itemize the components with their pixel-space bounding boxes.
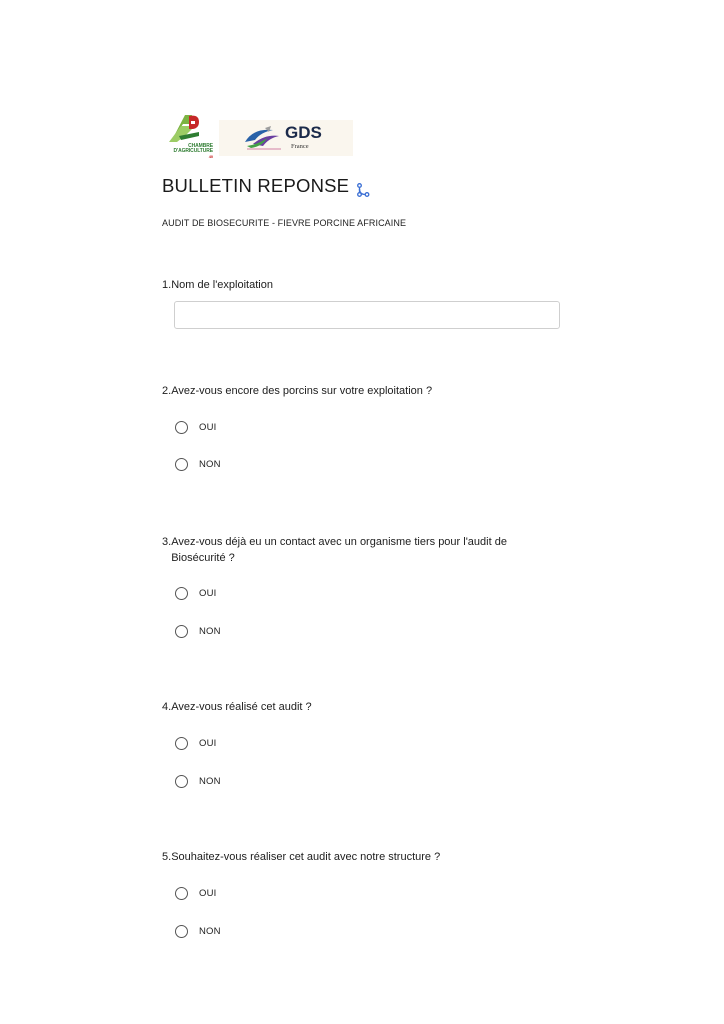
- question-2: [162, 383, 562, 470]
- question-4: [162, 699, 562, 787]
- question-5-label: Souhaitez-vous réaliser cet audit avec notre structure ?: [171, 851, 441, 863]
- option-label: OUI: [199, 587, 217, 599]
- option-label: NON: [199, 925, 221, 937]
- question-5-option-oui[interactable]: [175, 885, 217, 901]
- option-label: OUI: [199, 887, 217, 899]
- question-2-text: [162, 383, 562, 399]
- branch-icon: [356, 179, 370, 193]
- option-label: NON: [199, 775, 221, 787]
- form-title: [162, 174, 370, 198]
- radio-button[interactable]: [175, 587, 188, 600]
- chambre-logo-line-3: 40: [208, 154, 213, 159]
- radio-button[interactable]: [175, 737, 188, 750]
- question-1-number: 1.: [162, 279, 172, 291]
- radio-button[interactable]: [175, 458, 188, 471]
- form-title-text: BULLETIN REPONSE: [162, 175, 350, 196]
- question-2-option-oui[interactable]: [175, 419, 217, 435]
- question-3-number: 3.: [162, 536, 172, 548]
- question-5-text: [162, 849, 562, 865]
- chambre-logo-line-1: CHAMBRE: [188, 143, 213, 149]
- question-3-option-oui[interactable]: [175, 585, 217, 601]
- option-label: OUI: [199, 737, 217, 749]
- radio-button[interactable]: [175, 625, 188, 638]
- question-1: [162, 277, 562, 293]
- question-2-number: 2.: [162, 385, 172, 397]
- gds-logo-text: GDS: [285, 123, 322, 142]
- question-5: [162, 849, 562, 937]
- question-2-label: Avez-vous encore des porcins sur votre exploitation ?: [171, 385, 433, 397]
- radio-button[interactable]: [175, 775, 188, 788]
- radio-button[interactable]: [175, 925, 188, 938]
- question-4-option-oui[interactable]: [175, 735, 217, 751]
- logo-row: [163, 112, 353, 162]
- question-4-option-non[interactable]: [175, 773, 221, 789]
- question-1-text: [162, 277, 562, 293]
- question-3: [162, 534, 542, 637]
- question-5-option-non[interactable]: [175, 923, 221, 939]
- gds-logo-subtitle: France: [291, 143, 309, 150]
- question-4-label: Avez-vous réalisé cet audit ?: [171, 701, 312, 713]
- question-1-label: Nom de l'exploitation: [171, 279, 273, 291]
- question-3-label: Avez-vous déjà eu un contact avec un organisme tiers pour l'audit de Biosécurité ?: [171, 536, 507, 564]
- question-3-text: [162, 534, 542, 566]
- radio-button[interactable]: [175, 887, 188, 900]
- question-3-option-non[interactable]: [175, 623, 221, 639]
- radio-button[interactable]: [175, 421, 188, 434]
- question-4-number: 4.: [162, 701, 172, 713]
- question-2-option-non[interactable]: [175, 456, 221, 472]
- option-label: NON: [199, 458, 221, 470]
- form-subtitle: AUDIT DE BIOSECURITE - FIEVRE PORCINE AFRICAINE: [162, 218, 407, 228]
- chambre-agriculture-logo: [163, 112, 213, 162]
- question-4-text: [162, 699, 562, 715]
- exploitation-name-input[interactable]: [174, 301, 560, 329]
- option-label: OUI: [199, 421, 217, 433]
- chambre-logo-line-2: D'AGRICULTURE: [173, 148, 213, 154]
- gds-france-logo: [219, 120, 353, 156]
- option-label: NON: [199, 625, 221, 637]
- question-5-number: 5.: [162, 851, 172, 863]
